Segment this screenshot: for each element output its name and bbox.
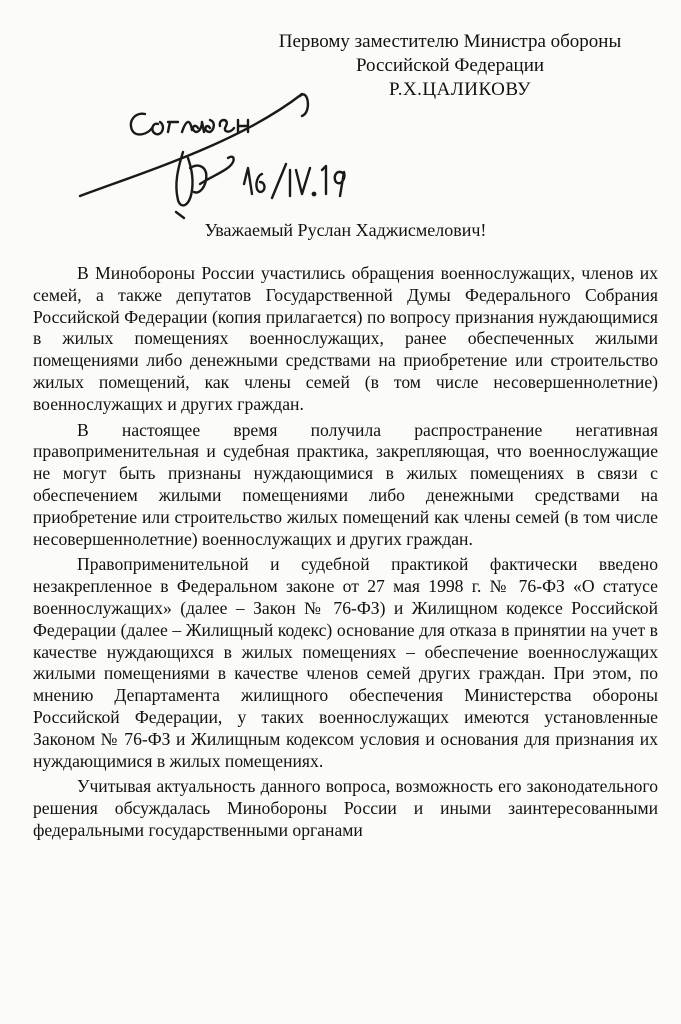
addressee-country: Российской Федерации <box>355 55 545 76</box>
paragraph-1: В Минобороны России участились обращения военнослужащих, членов их семей, а также депутатов Государственной Думы Федерального Собрания Российской Федерации (копия прилагается) по вопросу признания нуждающимися в жилых помещениях военнослужащих, ранее обеспеченных жилыми помещениями либо денежными средствами на приобретение или строительство жилых помещений, как члены семей (в том числе несовершеннолетние) военнослужащих и других граждан. <box>33 263 658 414</box>
addressee-name: Р.Х.ЦАЛИКОВУ <box>389 79 531 100</box>
paragraph-3: Правоприменительной и судебной практикой фактически введено незакрепленное в Федеральном законе от 27 мая 1998 г. № 76-ФЗ «О статусе военнослужащих» (далее – Закон № 76-ФЗ) и Жилищном кодексе Российской Федерации (далее – Жилищный кодекс) основание для отказа в принятии на учет в качестве нуждающихся в жилых помещениях – обеспечение военнослужащих жилыми помещениями в качестве членов семей других граждан. При этом, по мнению Департамента жилищного обеспечения Министерства обороны Российской Федерации, у таких военнослужащих имеются установленные Законом № 76-ФЗ и Жилищным кодексом условия и основания для признания их нуждающимися в жилых помещениях. <box>33 554 658 771</box>
paragraph-4: Учитывая актуальность данного вопроса, возможность его законодательного решения обсуждалась Минобороны России и иными заинтересованными федеральными государственными органами <box>33 776 658 840</box>
addressee-position: Первому заместителю Министра обороны <box>278 31 622 52</box>
greeting: Уважаемый Руслан Хаджисмелович! <box>204 220 487 240</box>
letter-body <box>33 263 658 846</box>
handwritten-resolution <box>40 72 370 232</box>
paragraph-2: В настоящее время получила распространение негативная правоприменительная и судебная практика, закрепляющая, что военнослужащие не могут быть признаны нуждающимися в жилых помещениях в связи с обеспечением жилыми помещениями либо денежными средствами на приобретение или строительство жилых помещений как члены семей (в том числе несовершеннолетние) военнослужащих и других граждан. <box>33 419 658 549</box>
